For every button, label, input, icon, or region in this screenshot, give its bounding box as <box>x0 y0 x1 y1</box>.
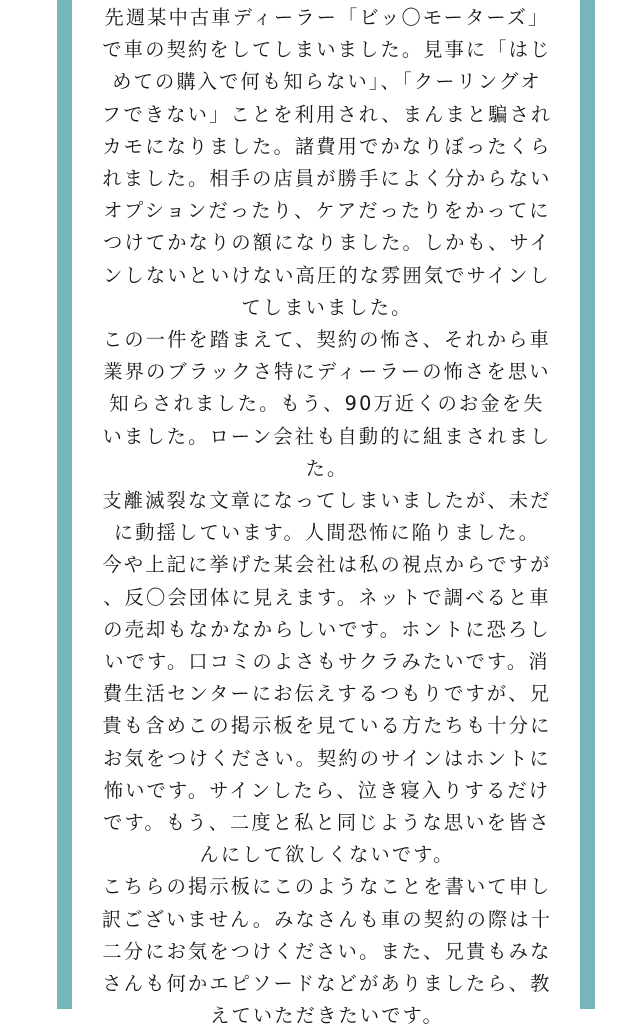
post-body <box>72 0 580 1033</box>
post-frame <box>57 0 595 1028</box>
post-paragraph-2: この一件を踏まえて、契約の怖さ、それから車 業界のブラックさ特にディーラーの怖さを思い 知らされました。もう、90万近くのお金を失 いました。ローン会社も自動的に組まされまし た。 <box>102 328 552 480</box>
post-paragraph-4: 今や上記に挙げた某会社は私の視点からですが 、反〇会団体に見えます。ネットで調べると車 の売却もなかなからしいです。ホントに恐ろし いです。口コミのよさもサクラみたいです。消 費生活センターにお伝えするつもりですが、兄 貴も含めこの掲示板を見ている方たちも十分に お気をつけください。契約のサインはホントに 怖いです。サインしたら、泣き寝入りするだけ です。もう、二度と私と同じような思いを皆さ んにして欲しくないです。 <box>102 553 552 867</box>
page-margin-right <box>595 0 640 1009</box>
post-paragraph-1: 先週某中古車ディーラー「ビッ〇モーターズ」 で車の契約をしてしまいました。見事に「はじ めての購入で何も知らない」、「クーリングオ フできない」ことを利用され、まんまと騙され カモになりました。諸費用でかなりぼったくら れました。相手の店員が勝手によく分からない オプションだったり、ケアだったりをかってに つけてかなりの額になりました。しかも、サイ ンしないといけない高圧的な雰囲気でサインし てしまいました。 <box>101 6 553 319</box>
post-paragraph-5: こちらの掲示板にこのようなことを書いて申し 訳ございません。みなさんも車の契約の際は十 二分にお気をつけください。また、兄貴もみな さんも何かエピソードなどがありましたら、教 えていただきたいです。 <box>101 875 553 1028</box>
page-margin-left <box>0 0 57 1009</box>
post-paragraph-3: 支離滅裂な文章になってしまいましたが、未だ に動揺しています。人間恐怖に陥りました。 <box>102 489 552 545</box>
post-card <box>72 0 580 1028</box>
